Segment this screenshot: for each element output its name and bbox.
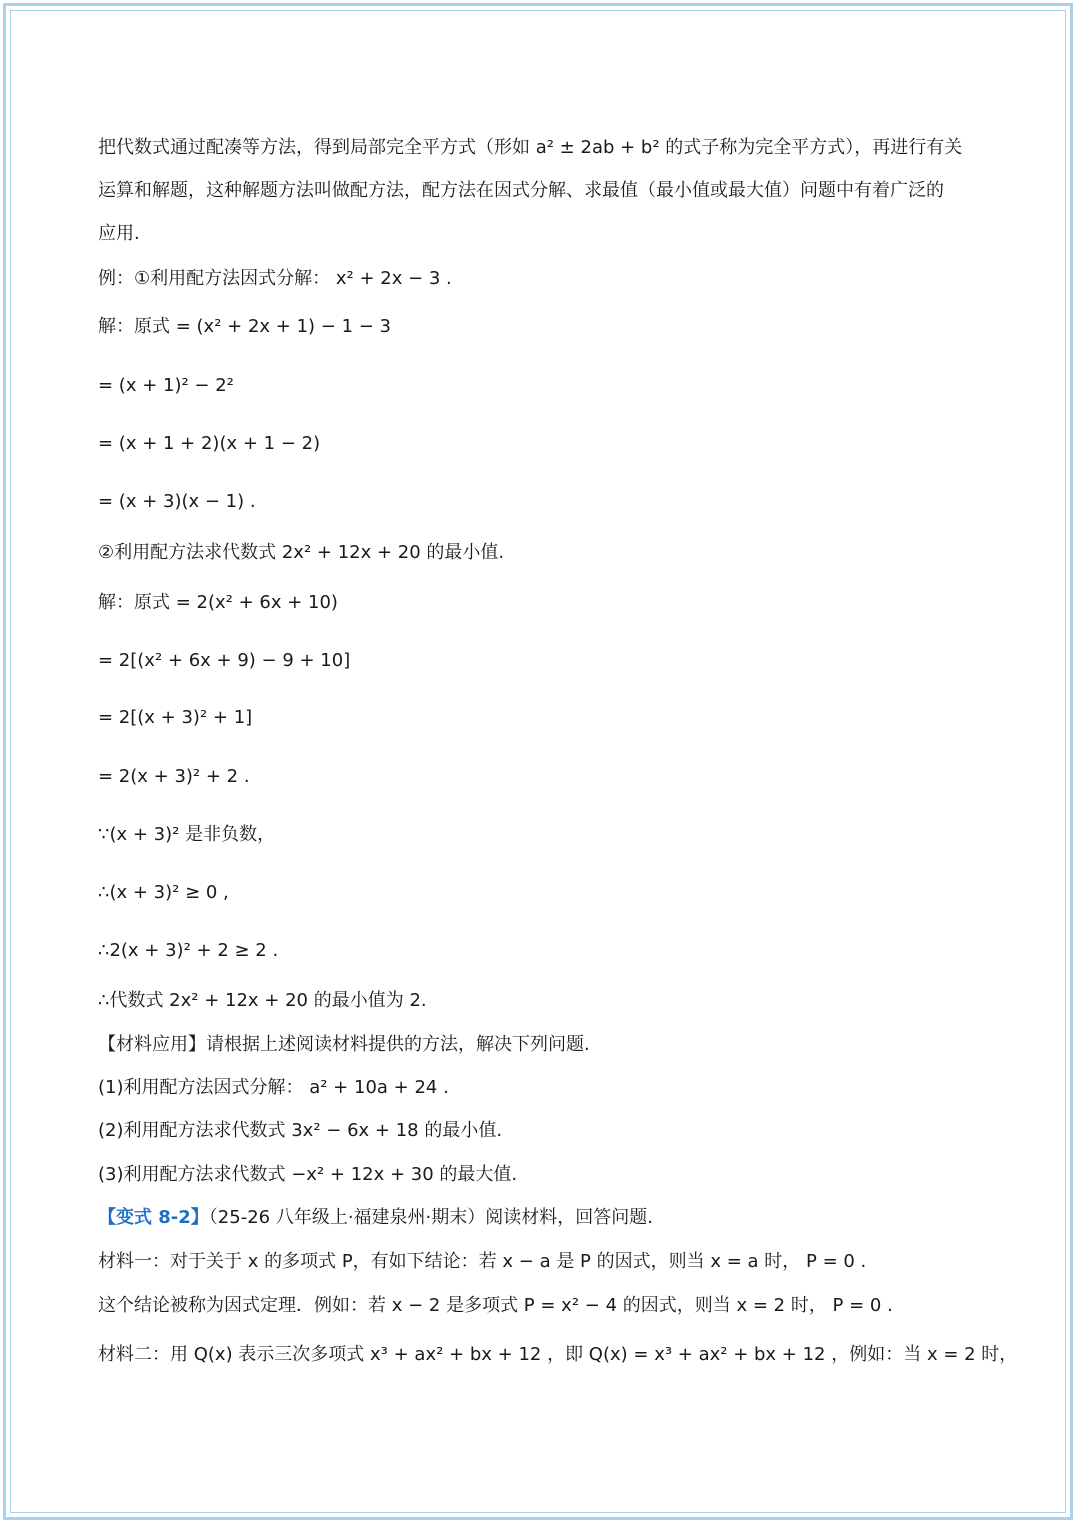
text-line: 应用. <box>98 223 140 244</box>
question-1: (1)利用配方法因式分解： a² + 10a + 24 . <box>98 1077 449 1098</box>
solution-step: = (x + 1)² − 2² <box>98 375 234 396</box>
variant-label: 【变式 8-2】 <box>98 1207 209 1228</box>
page-border-inner <box>10 10 1066 1513</box>
question-2: (2)利用配方法求代数式 3x² − 6x + 18 的最小值. <box>98 1120 503 1141</box>
reasoning-step: ∴2(x + 3)² + 2 ≥ 2 . <box>98 940 279 961</box>
solution-step: = (x + 1 + 2)(x + 1 − 2) <box>98 433 321 454</box>
text-line: 运算和解题，这种解题方法叫做配方法，配方法在因式分解、求最值（最小值或最大值）问题中有着广泛的 <box>98 180 944 201</box>
solution-step: = 2(x + 3)² + 2 . <box>98 766 250 787</box>
material-1-example: 这个结论被称为因式定理．例如：若 x − 2 是多项式 P = x² − 4 的因式，则当 x = 2 时， P = 0 . <box>98 1295 893 1316</box>
question-3: (3)利用配方法求代数式 −x² + 12x + 30 的最大值. <box>98 1164 518 1185</box>
example-1-heading: 例：①利用配方法因式分解： x² + 2x − 3 . <box>98 268 452 289</box>
solution-step: 解：原式 = 2(x² + 6x + 10) <box>98 592 338 613</box>
variant-line <box>98 1205 653 1231</box>
conclusion-line: ∴代数式 2x² + 12x + 20 的最小值为 2. <box>98 990 427 1011</box>
reasoning-step: ∵(x + 3)² 是非负数， <box>98 824 276 845</box>
material-1-line: 材料一：对于关于 x 的多项式 P，有如下结论：若 x − a 是 P 的因式，则当 x = a 时， P = 0 . <box>98 1251 867 1272</box>
solution-step: = 2[(x + 3)² + 1] <box>98 707 253 728</box>
variant-text: （25-26 八年级上·福建泉州·期末）阅读材料，回答问题. <box>208 1207 653 1228</box>
material-application-heading: 【材料应用】请根据上述阅读材料提供的方法，解决下列问题. <box>98 1034 590 1055</box>
material-2-line: 材料二：用 Q(x) 表示三次多项式 x³ + ax² + bx + 12 ，即 Q(x) = x³ + ax² + bx + 12 ，例如：当 x = 2 时， <box>98 1344 1018 1365</box>
solution-step: 解：原式 = (x² + 2x + 1) − 1 − 3 <box>98 316 392 337</box>
example-2-heading: ②利用配方法求代数式 2x² + 12x + 20 的最小值. <box>98 542 505 563</box>
solution-step: = (x + 3)(x − 1) . <box>98 491 256 512</box>
solution-step: = 2[(x² + 6x + 9) − 9 + 10] <box>98 650 351 671</box>
text-line: 把代数式通过配凑等方法，得到局部完全平方式（形如 a² ± 2ab + b² 的式子称为完全平方式），再进行有关 <box>98 137 963 158</box>
reasoning-step: ∴(x + 3)² ≥ 0 , <box>98 882 229 903</box>
